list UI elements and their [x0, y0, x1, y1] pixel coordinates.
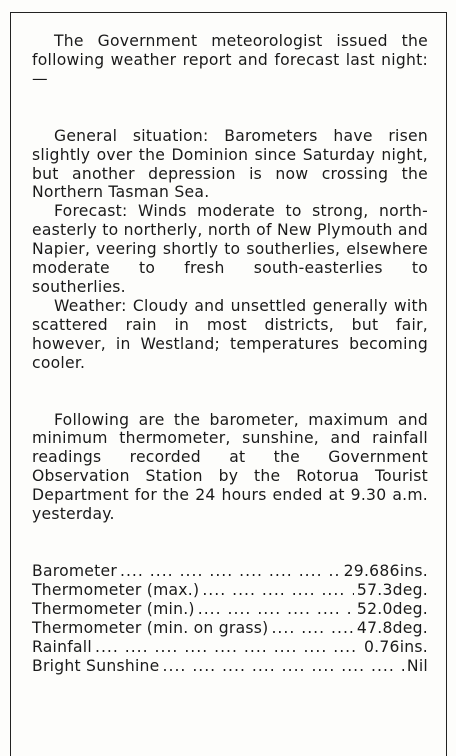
leader-dots	[163, 657, 404, 676]
reading-label: Rainfall	[32, 638, 92, 657]
general-situation-paragraph: General situation: Barometers have risen slightly over the Dominion since Saturday night, but another depression is now crossing the Northern Tasman Sea.	[32, 126, 428, 202]
intro-paragraph: The Government meteorologist issued the following weather report and forecast last night:—	[32, 32, 428, 88]
leader-dots	[271, 619, 353, 638]
reading-label: Bright Sunshine	[32, 657, 160, 676]
forecast-paragraph: Forecast: Winds moderate to strong, north-easterly to northerly, north of New Plymouth and Napier, veering shortly to southerlies, elsewhere moderate to fresh south-easterlies to southerlies.	[32, 202, 428, 296]
reading-label: Thermometer (max.)	[32, 581, 200, 600]
right-border	[446, 12, 447, 756]
leader-dots	[202, 581, 354, 600]
reading-value: Nil	[406, 657, 428, 676]
reading-row-thermometer-min	[32, 600, 428, 619]
reading-value: 52.0deg.	[356, 600, 428, 619]
reading-label: Barometer	[32, 561, 118, 580]
left-border	[10, 12, 11, 756]
reading-row-barometer	[32, 562, 428, 581]
reading-label: Thermometer (min. on grass)	[32, 619, 269, 638]
top-border	[10, 12, 446, 13]
reading-row-thermometer-grass	[32, 619, 428, 638]
reading-row-rainfall	[32, 638, 428, 657]
reading-value: 29.686ins.	[343, 561, 428, 580]
reading-label: Thermometer (min.)	[32, 600, 195, 619]
leader-dots	[95, 638, 361, 657]
readings-table	[32, 562, 428, 677]
reading-value: 47.8deg.	[356, 619, 428, 638]
reading-row-thermometer-max	[32, 581, 428, 600]
leader-dots	[198, 600, 354, 619]
reading-value: 0.76ins.	[363, 638, 428, 657]
readings-intro-paragraph: Following are the barometer, maximum and minimum thermometer, sunshine, and rainfall readings recorded at the Government Observation Station by the Rotorua Tourist Department for the 24 hours ended at 9.30 a.m. yesterday.	[32, 410, 428, 524]
leader-dots	[120, 562, 341, 581]
weather-paragraph: Weather: Cloudy and unsettled generally with scattered rain in most districts, but fair, however, in Westland; temperatures becoming cooler.	[32, 296, 428, 372]
article-column	[32, 32, 428, 677]
reading-row-sunshine	[32, 657, 428, 676]
reading-value: 57.3deg.	[356, 581, 428, 600]
